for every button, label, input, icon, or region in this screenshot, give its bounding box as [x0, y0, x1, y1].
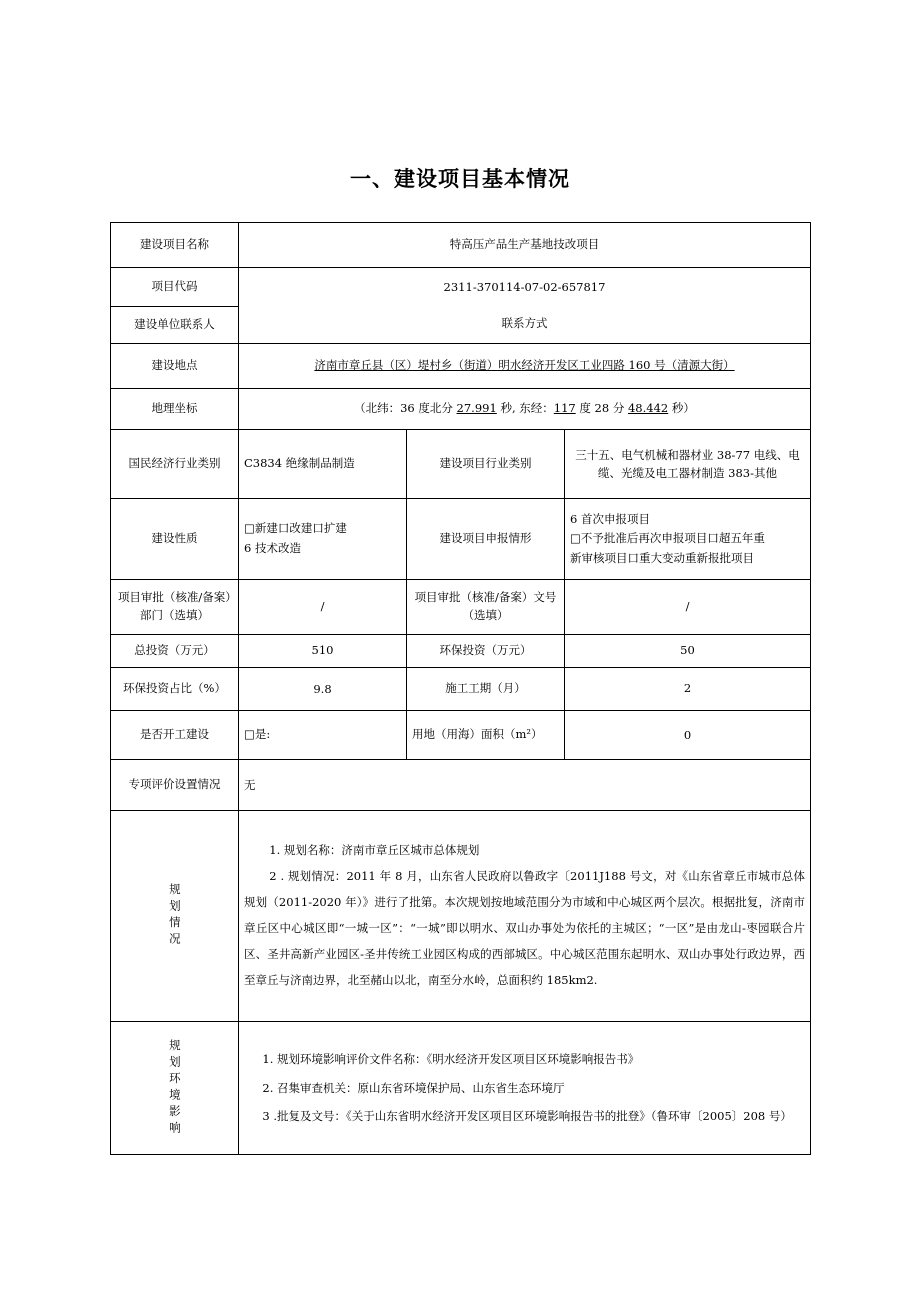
coord-prefix: （北纬：36 度北分 — [354, 401, 457, 416]
label-industry-category: 国民经济行业类别 — [111, 430, 239, 499]
table-row-env-ratio — [111, 668, 811, 711]
label-land-area: 用地（用海）面积（m²） — [407, 711, 565, 760]
planning-env-label-text: 规划环境影响 — [167, 1038, 182, 1138]
label-planning-env-impact — [111, 1022, 239, 1155]
planning-label-wrap — [111, 811, 238, 1021]
label-construction-nature: 建设性质 — [111, 499, 239, 580]
location-text: 济南市章丘县（区）堤村乡（街道）明水经济开发区工业四路 160 号（清源大街） — [314, 358, 735, 373]
table-row-construction-started — [111, 711, 811, 760]
label-special-evaluation: 专项评价设置情况 — [111, 760, 239, 811]
table-row-project-name — [111, 223, 811, 268]
table-row-approval-department — [111, 580, 811, 635]
label-location: 建设地点 — [111, 344, 239, 389]
value-coordinates — [239, 389, 811, 430]
coord-mid1: 秒, 东经： — [496, 401, 554, 416]
value-construction-period: 2 — [565, 668, 811, 711]
table-row-coordinates — [111, 389, 811, 430]
value-approval-department: / — [239, 580, 407, 635]
value-construction-started: □是: — [239, 711, 407, 760]
coord-mid2: 度 28 分 — [575, 401, 628, 416]
value-special-evaluation: 无 — [239, 760, 811, 811]
label-project-name: 建设项目名称 — [111, 223, 239, 268]
project-basic-info-table — [110, 222, 811, 1155]
coord-lon-seconds: 48.442 — [627, 401, 669, 416]
table-row-total-investment — [111, 635, 811, 668]
value-project-name: 特高压产品生产基地技改项目 — [239, 223, 811, 268]
label-approval-department: 项目审批（核准/备案）部门（选填） — [111, 580, 239, 635]
value-location — [239, 344, 811, 389]
value-contact-method: 联系方式 — [501, 315, 548, 330]
label-env-investment-ratio: 环保投资占比（%） — [111, 668, 239, 711]
label-declaration-scenario: 建设项目申报情形 — [407, 499, 565, 580]
construction-nature-option-line-1: □新建口改建口扩建 — [244, 521, 347, 536]
table-row-location — [111, 344, 811, 389]
value-planning-situation — [239, 811, 811, 1022]
label-approval-document-number: 项目审批（核准/备案）文号（选填） — [407, 580, 565, 635]
label-contact-person: 建设单位联系人 — [111, 307, 239, 344]
label-project-industry-category: 建设项目行业类别 — [407, 430, 565, 499]
value-construction-nature — [239, 499, 407, 580]
value-land-area: 0 — [565, 711, 811, 760]
value-project-industry-category: 三十五、电气机械和器材业 38-77 电线、电缆、光缆及电工器材制造 383-其他 — [565, 430, 811, 499]
coord-lon-degrees: 117 — [553, 401, 576, 416]
planning-env-item-3: 3 .批复及文号：《关于山东省明水经济开发区项目区环境影响报告书的批登》（鲁环审〔2005〕208 号） — [262, 1109, 792, 1124]
declaration-line-3: 新审核项目口重大变动重新报批项目 — [570, 550, 754, 565]
label-coordinates: 地理坐标 — [111, 389, 239, 430]
planning-label-text: 规划情况 — [167, 883, 182, 949]
declaration-line-1: 6 首次申报项目 — [570, 511, 650, 526]
label-project-code: 项目代码 — [111, 268, 239, 307]
declaration-line-2: □不予批准后再次申报项目口超五年重 — [570, 531, 765, 546]
value-declaration-scenario — [565, 499, 811, 580]
label-construction-started: 是否开工建设 — [111, 711, 239, 760]
planning-item-1: 1. 规划名称：济南市章丘区城市总体规划 — [269, 843, 480, 858]
label-total-investment: 总投资（万元） — [111, 635, 239, 668]
value-env-investment-ratio: 9.8 — [239, 668, 407, 711]
construction-nature-option-line-2: 6 技术改造 — [244, 541, 301, 555]
value-industry-category: C3834 绝缘制品制造 — [239, 430, 407, 499]
table-row-construction-nature — [111, 499, 811, 580]
table-row-planning — [111, 811, 811, 1022]
planning-env-item-2: 2. 召集审查机关：原山东省环境保护局、山东省生态环境厅 — [262, 1080, 565, 1095]
coord-lat-seconds: 27.991 — [456, 401, 497, 416]
planning-item-2: 2 . 规划情况：2011 年 8 月，山东省人民政府以鲁政字〔2011J188 号文，对《山东省章丘市城市总体规划（2011-2020 年）》进行了批第。本次规划按地域范围分为市域和中心城区两个层次。根据批复，济南市章丘区中心城区即“一城一区”：“一城”即以明水、双山办事处为依托的主城区；“一区”是由龙山-枣园联合片区、圣井高新产业园区-圣井传统工业园区构成的西部城区。中心城区范围东起明水、双山办事处行政边界，西至章丘与济南边界，北至赭山以北，南至分水岭，总面积约 185km2. — [244, 869, 805, 987]
table-row-project-code — [111, 268, 811, 307]
value-approval-document-number: / — [565, 580, 811, 635]
label-planning-situation — [111, 811, 239, 1022]
value-project-code: 2311-370114-07-02-657817 — [443, 279, 606, 294]
table-row-planning-env-impact — [111, 1022, 811, 1155]
planning-env-item-1: 1. 规划环境影响评价文件名称：《明水经济开发区项目区环境影响报告书》 — [262, 1051, 640, 1066]
value-total-investment: 510 — [239, 635, 407, 668]
value-project-code-and-contact — [239, 268, 811, 344]
value-planning-env-impact — [239, 1022, 811, 1155]
label-construction-period: 施工工期（月） — [407, 668, 565, 711]
value-env-investment: 50 — [565, 635, 811, 668]
table-row-special-evaluation — [111, 760, 811, 811]
coord-suffix: 秒） — [668, 401, 695, 416]
label-env-investment: 环保投资（万元） — [407, 635, 565, 668]
page-title: 一、建设项目基本情况 — [350, 167, 570, 191]
table-row-industry-category — [111, 430, 811, 499]
planning-env-label-wrap — [111, 1022, 238, 1154]
